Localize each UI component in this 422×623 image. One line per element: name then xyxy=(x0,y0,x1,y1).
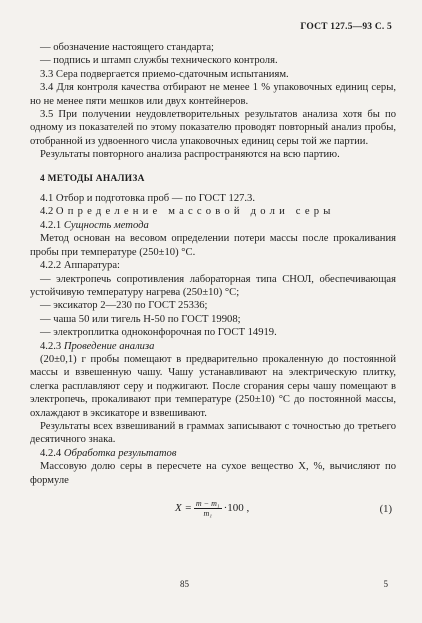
paragraph-4-2-3 xyxy=(30,340,396,353)
page-header: ГОСТ 127.5—93 С. 5 xyxy=(300,22,392,32)
list-item: — обозначение настоящего стандарта; xyxy=(40,42,214,53)
clause-number: 4.2 xyxy=(40,206,54,218)
document-page xyxy=(30,0,396,623)
paragraph-4-2-1 xyxy=(30,219,396,232)
paragraph-4-1: 4.1 Отбор и подготовка проб — по ГОСТ 127.3. xyxy=(40,193,256,205)
body-text xyxy=(30,41,396,529)
list-item: — чаша 50 или тигель Н-50 по ГОСТ 19908; xyxy=(40,313,241,325)
paragraph-3-5-result: Результаты повторного анализа распространяются на всю партию. xyxy=(40,149,340,161)
formula-lhs: X = xyxy=(175,501,192,514)
formula-fraction xyxy=(194,499,222,518)
clause-title: Определение массовой доли серы xyxy=(55,206,335,218)
formula-row xyxy=(30,499,396,529)
paragraph-4-2-4-text: Массовую долю серы в пересчете на сухое вещество X, %, вычисляют по формуле xyxy=(30,461,396,486)
section-title: 4 МЕТОДЫ АНАЛИЗА xyxy=(40,173,145,184)
list-item: — электропечь сопротивления лабораторная типа СНОЛ, обеспечивающая устойчивую температуру нагрева (250±10) °С; xyxy=(30,273,396,298)
list-item: — подпись и штамп службы технического контроля. xyxy=(40,55,278,67)
clause-number: 4.2.3 xyxy=(40,340,62,352)
clause-title: Проведение анализа xyxy=(63,340,155,352)
equation-number: (1) xyxy=(379,504,392,515)
paragraph-4-2-2: 4.2.2 Аппаратура: xyxy=(40,260,120,272)
paragraph-4-2 xyxy=(30,205,396,218)
formula xyxy=(175,499,249,518)
list-item: — электроплитка одноконфорочная по ГОСТ 14919. xyxy=(40,327,277,339)
list-item: — эксикатор 2—230 по ГОСТ 25336; xyxy=(40,300,208,312)
clause-number: 4.2.1 xyxy=(40,219,62,231)
paragraph-3-3: 3.3 Сера подвергается приемо-сдаточным испытаниям. xyxy=(40,68,289,80)
paragraph-4-2-3-text: (20±0,1) г пробы помещают в предварительно прокаленную до постоянной массы и взвешенную чашу. Чашу устанавливают на электрическую плитку, слегка расплавляют серу и поджигают. После сгорания серы чашу помещают в электропечь, прокаливают при температуре (250±10) °С до постоянной массы, охлаждают в эксикаторе и взвешивают. xyxy=(30,353,396,419)
sheet-number: 5 xyxy=(383,579,388,589)
paragraph-4-2-3-text2: Результаты всех взвешиваний в граммах записывают с точностью до третьего десятичного знака. xyxy=(30,420,396,446)
paragraph-4-2-1-text: Метод основан на весовом определении потери массы после прокаливания пробы при температуре (250±10) °С. xyxy=(30,233,396,258)
clause-number: 4.2.4 xyxy=(40,447,62,459)
formula-denominator: m₁ xyxy=(203,509,213,518)
paragraph-3-4: 3.4 Для контроля качества отбирают не менее 1 % упаковочных единиц серы, но не менее пяти мешков или двух контейнеров. xyxy=(30,82,396,107)
page-number: 85 xyxy=(180,579,189,589)
clause-title: Обработка результатов xyxy=(63,447,177,459)
paragraph-3-5: 3.5 При получении неудовлетворительных результатов анализа хотя бы по одному из показателей по этому показателю проводят повторный анализ пробы, отобранной из удвоенного числа упаковочных единиц серы той же партии. xyxy=(30,109,396,147)
formula-numerator: m − m₁ xyxy=(195,499,220,508)
formula-rhs: ·100 , xyxy=(223,501,250,514)
clause-title: Сущность метода xyxy=(63,219,149,231)
paragraph-4-2-4 xyxy=(30,447,396,460)
